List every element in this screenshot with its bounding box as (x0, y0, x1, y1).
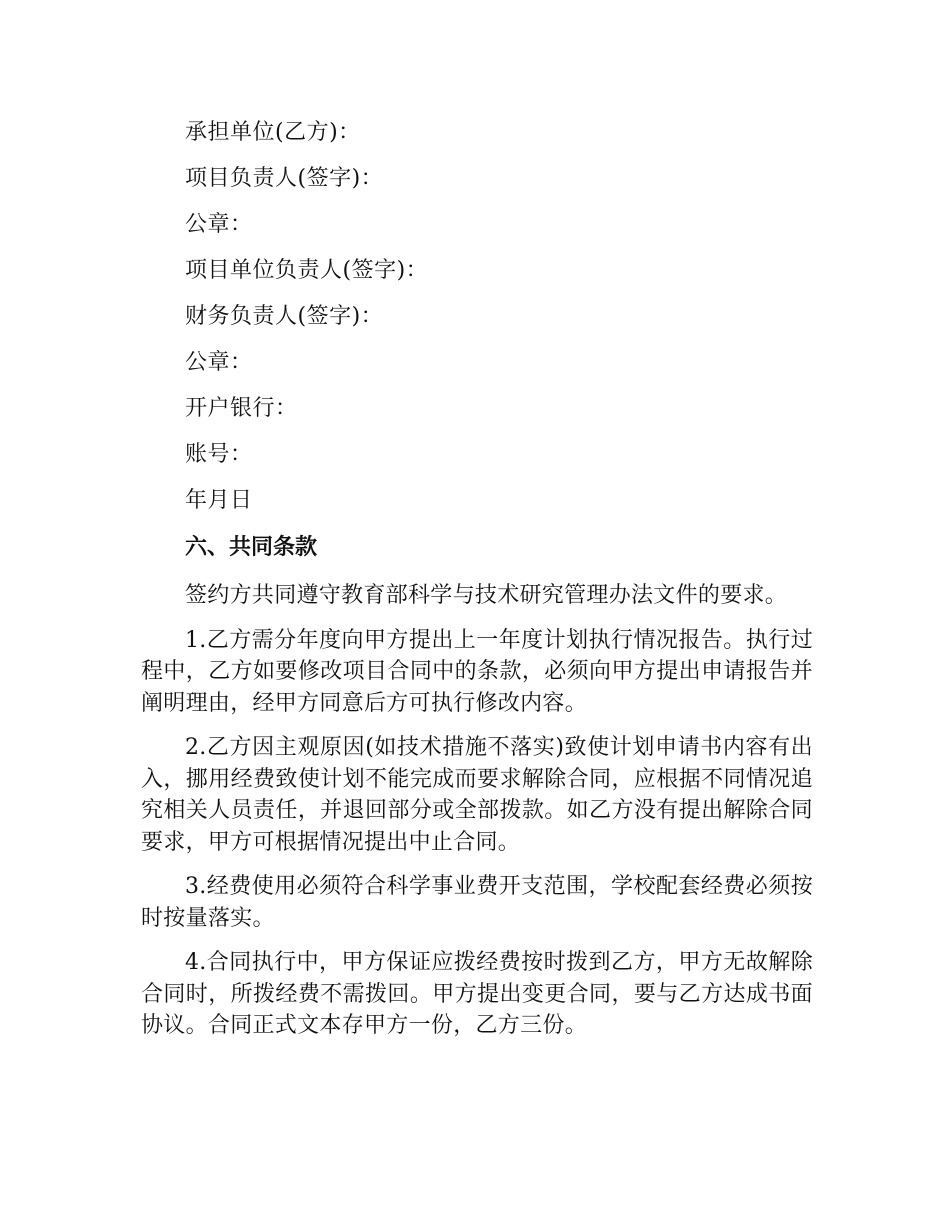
clause-4: 4.合同执行中，甲方保证应拨经费按时拨到乙方，甲方无故解除合同时，所拨经费不需拨回。甲方提出变更合同，要与乙方达成书面协议。合同正式文本存甲方一份，乙方三份。 (141, 950, 813, 1038)
official-seal-line: 公章： (185, 212, 253, 237)
date-line: 年月日 (185, 488, 253, 513)
finance-head-signature-line: 财务负责人(签字)： (185, 304, 384, 329)
section-heading: 六、共同条款 (185, 535, 318, 560)
signature-block (141, 110, 813, 524)
project-leader-signature-line: 项目负责人(签字)： (185, 166, 384, 191)
account-number-line: 账号： (185, 442, 253, 467)
document-page (141, 110, 813, 1055)
clause-2: 2.乙方因主观原因(如技术措施不落实)致使计划申请书内容有出入，挪用经费致使计划不能完成而要求解除合同，应根据不同情况追究相关人员责任，并退回部分或全部拨款。如乙方没有提出解除合同要求，甲方可根据情况提出中止合同。 (141, 735, 813, 855)
undertaking-unit-line: 承担单位(乙方)： (185, 120, 361, 145)
clause-3: 3.经费使用必须符合科学事业费开支范围，学校配套经费必须按时按量落实。 (141, 874, 813, 931)
section-intro: 签约方共同遵守教育部科学与技术研究管理办法文件的要求。 (185, 583, 788, 608)
unit-head-signature-line: 项目单位负责人(签字)： (185, 258, 429, 283)
bank-line: 开户银行： (185, 396, 298, 421)
clause-1: 1.乙方需分年度向甲方提出上一年度计划执行情况报告。执行过程中，乙方如要修改项目合同中的条款，必须向甲方提出申请报告并阐明理由，经甲方同意后方可执行修改内容。 (141, 627, 813, 716)
official-seal-line-2: 公章： (185, 350, 253, 375)
